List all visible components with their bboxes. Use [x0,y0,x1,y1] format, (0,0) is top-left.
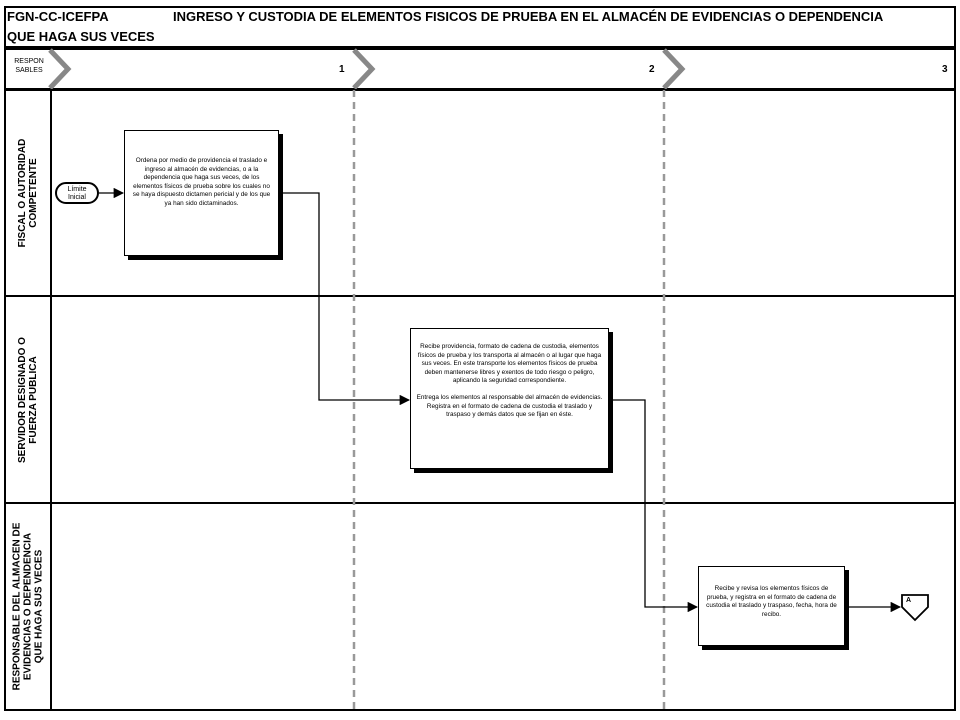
start-terminator-line1: Límite [67,186,87,193]
lane-label-servidor-line2: FUERZA PUBLICA [28,356,39,444]
process-step-1 [124,130,279,256]
column-chevron-2 [354,50,372,88]
process-step-2-text-receive: Recibe providencia, formato de cadena de custodia, elementos físicos de prueba y los transporta al almacén o al lugar que haga sus veces. En este transporte los elementos físicos de prueba deben mantenerse libres y exentos de todo riesgo o peligro, aplicando la seguridad correspondiente. [417,343,602,385]
responsables-label-line1: RESPON [14,58,44,65]
lane-label-fiscal [17,103,39,283]
start-terminator-line2: Inicial [68,194,86,201]
title-continuation: QUE HAGA SUS VECES [7,29,155,44]
column-number-2: 2 [649,64,655,75]
lane-label-servidor [17,310,39,490]
lane-label-responsable-line3: QUE HAGA SUS VECES [33,549,45,664]
column-number-1: 1 [339,64,345,75]
start-terminator [55,182,99,204]
column-number-3: 3 [942,64,948,75]
column-chevron-1 [50,50,68,88]
lane-label-fiscal-line2: COMPETENTE [28,158,39,228]
responsables-label-line2: SABLES [15,67,43,74]
lane-label-responsable-line2: EVIDENCIAS O DEPENDENCIA [22,532,34,681]
lane-label-servidor-line1: SERVIDOR DESIGNADO O [17,337,28,463]
column-chevron-3 [664,50,682,88]
page-title: INGRESO Y CUSTODIA DE ELEMENTOS FISICOS DE PRUEBA EN EL ALMACÉN DE EVIDENCIAS O DEPENDENCIA [173,9,884,24]
lane-label-responsable [12,517,45,697]
process-step-3 [698,566,845,646]
lane-label-responsable-line1: RESPONSABLE DEL ALMACEN DE [11,522,23,691]
process-step-2-text-deliver: Entrega los elementos al responsable del almacén de evidencias. Registra en el formato de cadena de custodia el traslado y traspaso y demás datos que se fijan en éste. [416,393,603,419]
process-step-2 [410,328,609,469]
process-step-1-text: Ordena por medio de providencia el traslado e ingreso al almacén de evidencias, o a la dependencia que haga sus veces, de los elementos físicos de prueba sobre los cuales no se haya dispuesto dictamen pericial y de los que ya han sido dictaminados. [132,157,271,207]
procedure-code: FGN-CC-ICEFPA [7,9,109,24]
lane-label-fiscal-line1: FISCAL O AUTORIDAD [17,138,28,248]
process-step-3-text: Recibe y revisa los elementos físicos de prueba, y registra en el formato de cadena de custodia el traslado y traspaso, fecha, hora de recibo. [706,585,837,618]
connector-label: A [906,597,912,604]
